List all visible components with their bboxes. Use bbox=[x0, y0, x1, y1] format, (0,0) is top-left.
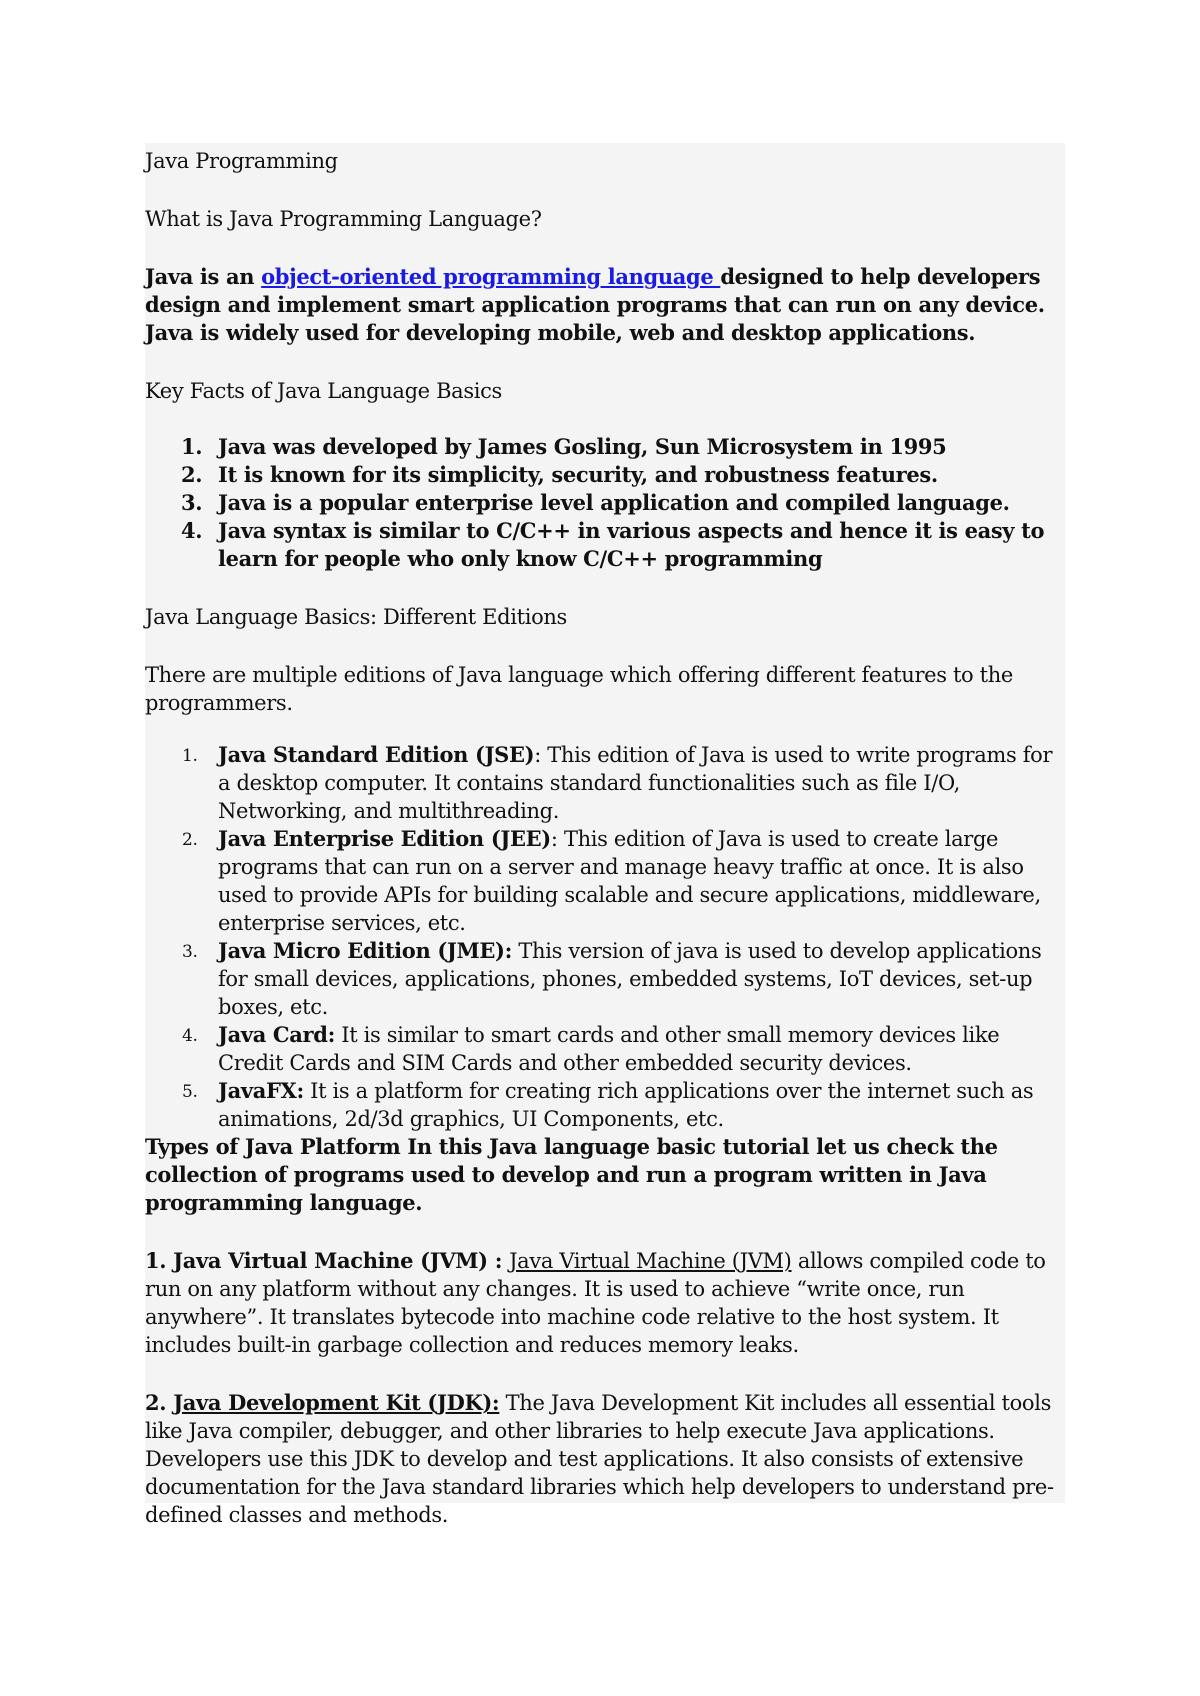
list-item bbox=[145, 937, 1060, 1021]
oop-link[interactable]: object-oriented programming language bbox=[261, 264, 721, 289]
edition-name: JavaFX: bbox=[218, 1078, 304, 1103]
list-text: Java syntax is similar to C/C++ in various aspects and hence it is easy to learn for people who only know C/C++ programming bbox=[218, 518, 1045, 571]
edition-text: : This edition of Java is used to write programs for a desktop computer. It contains standard functionalities such as file I/O, Networking, and multithreading. bbox=[218, 743, 1053, 823]
intro-suffix: designed to help developers design and implement smart application programs that can run on any device. Java is widely used for developing mobile, web and desktop applications. bbox=[145, 264, 1045, 345]
list-number: 2. bbox=[182, 830, 198, 850]
edition-name: Java Card: bbox=[218, 1022, 335, 1047]
list-text: It is known for its simplicity, security, and robustness features. bbox=[218, 462, 938, 487]
jvm-text: allows compiled code to run on any platform without any changes. It is used to achieve “write once, run anywhere”. It translates bytecode into machine code relative to the host system. It includes built-in garbage collection and reduces memory leaks. bbox=[145, 1249, 1046, 1357]
edition-text: : This edition of Java is used to create large programs that can run on a server and manage heavy traffic at once. It is also used to provide APIs for building scalable and secure applications, middleware, enterprise services, etc. bbox=[218, 827, 1041, 935]
key-facts-list bbox=[145, 433, 1060, 573]
list-text: Java was developed by James Gosling, Sun Microsystem in 1995 bbox=[218, 434, 947, 459]
list-number: 4. bbox=[181, 518, 203, 543]
editions-intro: There are multiple editions of Java language which offering different features to the programmers. bbox=[145, 663, 1014, 715]
list-number: 1. bbox=[182, 746, 198, 766]
key-facts-heading: Key Facts of Java Language Basics bbox=[145, 379, 502, 403]
edition-name: Java Micro Edition (JME): bbox=[218, 938, 513, 963]
jdk-label[interactable]: Java Development Kit (JDK): bbox=[173, 1390, 500, 1415]
edition-name: Java Enterprise Edition (JEE) bbox=[218, 826, 551, 851]
jdk-paragraph bbox=[145, 1389, 1060, 1529]
list-number: 4. bbox=[182, 1026, 198, 1046]
intro-prefix: Java is an bbox=[145, 264, 262, 289]
section-question: What is Java Programming Language? bbox=[145, 207, 542, 231]
list-number: 2. bbox=[181, 462, 203, 487]
edition-text: This version of java is used to develop applications for small devices, applications, phones, embedded systems, IoT devices, set-up boxes, etc. bbox=[218, 939, 1042, 1019]
list-item bbox=[145, 433, 1060, 461]
list-number: 3. bbox=[181, 490, 203, 515]
list-item bbox=[145, 489, 1060, 517]
edition-name: Java Standard Edition (JSE) bbox=[218, 742, 535, 767]
editions-list bbox=[145, 741, 1060, 1133]
edition-text: It is a platform for creating rich applications over the internet such as animations, 2d/3d graphics, UI Components, etc. bbox=[218, 1079, 1034, 1131]
list-number: 1. bbox=[181, 434, 203, 459]
list-item bbox=[145, 461, 1060, 489]
jvm-paragraph bbox=[145, 1247, 1060, 1359]
list-number: 5. bbox=[182, 1082, 198, 1102]
list-item bbox=[145, 825, 1060, 937]
document-body bbox=[145, 147, 1060, 1529]
jdk-number: 2. bbox=[145, 1390, 174, 1415]
list-item bbox=[145, 1077, 1060, 1133]
list-text: Java is a popular enterprise level application and compiled language. bbox=[218, 490, 1010, 515]
platform-heading: Types of Java Platform In this Java language basic tutorial let us check the collection of programs used to develop and run a program written in Java programming language. bbox=[145, 1134, 998, 1215]
edition-text: It is similar to smart cards and other small memory devices like Credit Cards and SIM Cards and other embedded security devices. bbox=[218, 1023, 1000, 1075]
document-title: Java Programming bbox=[145, 149, 338, 173]
jdk-text: The Java Development Kit includes all essential tools like Java compiler, debugger, and other libraries to help execute Java applications. Developers use this JDK to develop and test applications. It also consists of extensive documentation for the Java standard libraries which help developers to understand pre-defined classes and methods. bbox=[145, 1391, 1054, 1527]
list-item bbox=[145, 517, 1060, 573]
list-item bbox=[145, 1021, 1060, 1077]
editions-heading: Java Language Basics: Different Editions bbox=[145, 605, 567, 629]
list-number: 3. bbox=[182, 942, 198, 962]
jvm-link[interactable]: Java Virtual Machine (JVM) bbox=[509, 1249, 792, 1273]
jvm-label: 1. Java Virtual Machine (JVM) : bbox=[145, 1248, 510, 1273]
intro-paragraph bbox=[145, 263, 1060, 347]
list-item bbox=[145, 741, 1060, 825]
